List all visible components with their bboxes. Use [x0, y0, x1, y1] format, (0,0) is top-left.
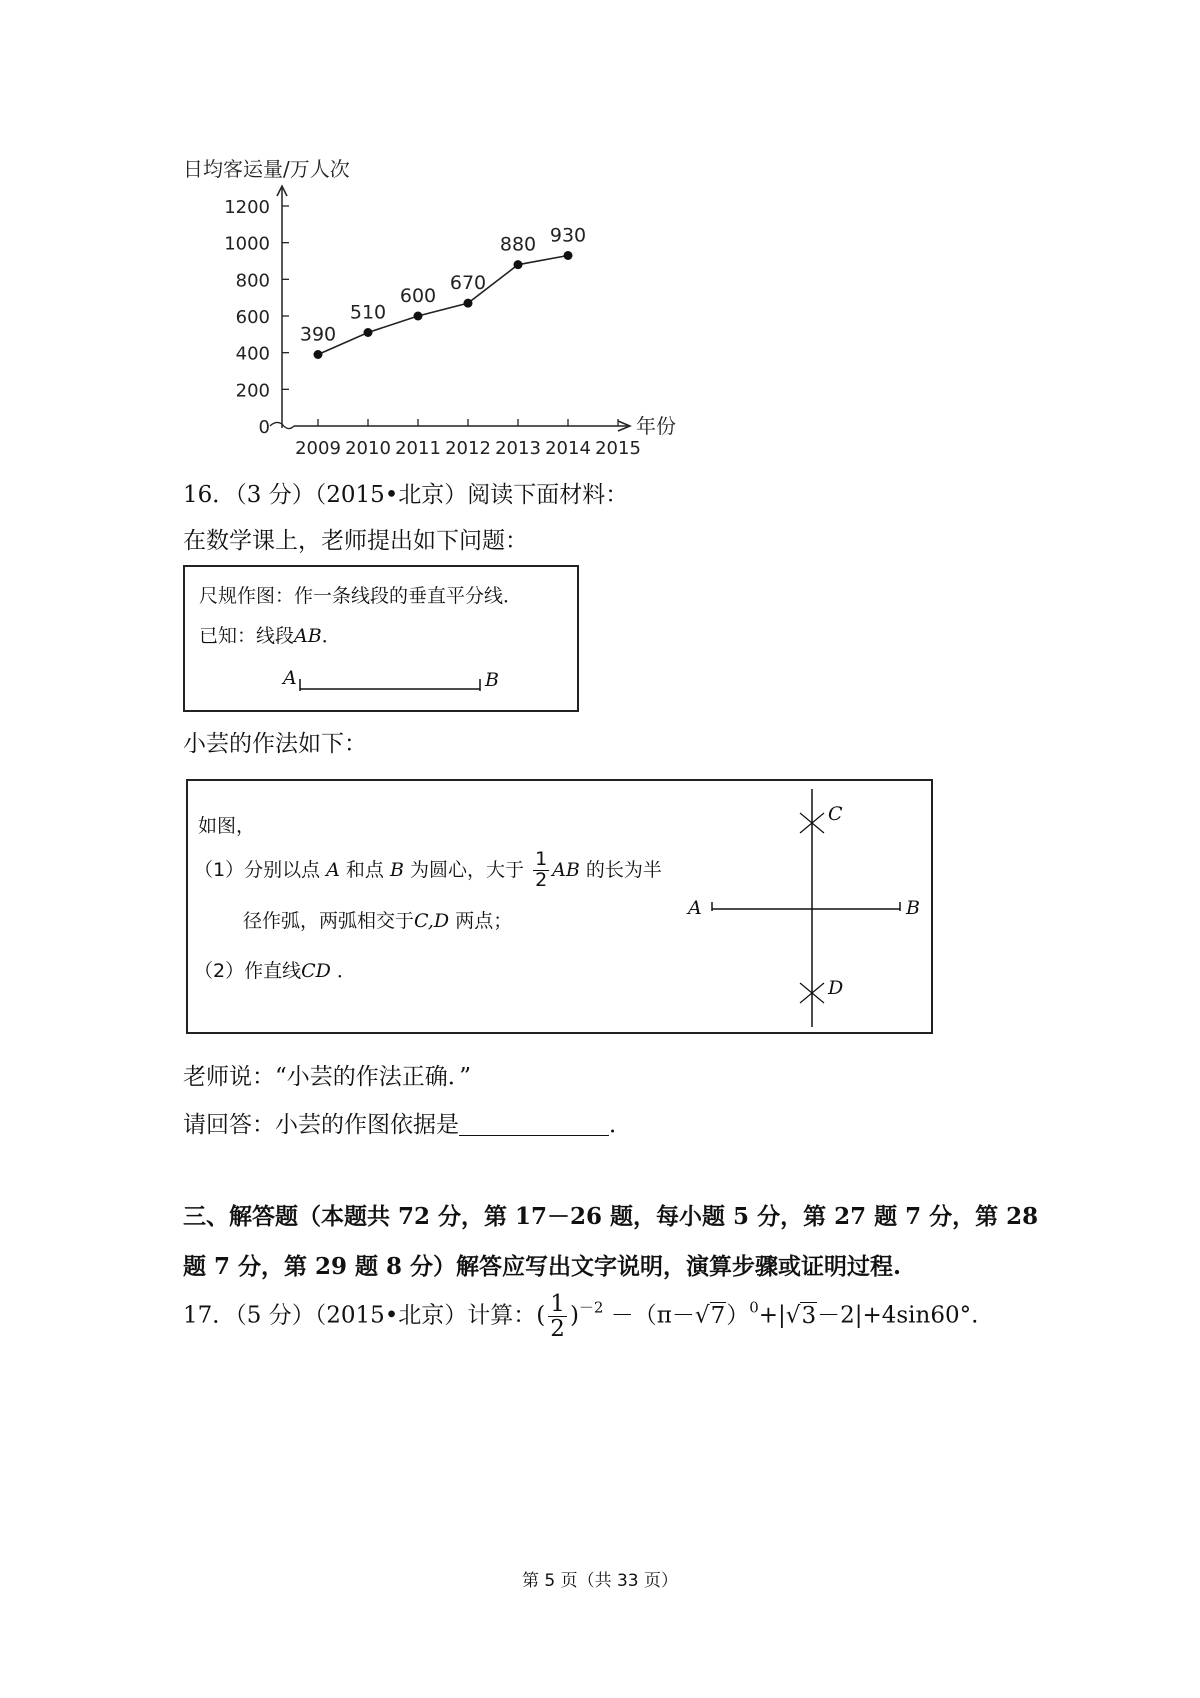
step2-cd: CD [301, 960, 331, 982]
data-point [464, 299, 473, 308]
q17-minus: －（π－ [610, 1302, 695, 1329]
step1-prefix: （1）分别以点 [194, 858, 321, 881]
figure-label-d: D [828, 977, 844, 999]
step1-a: A [326, 858, 340, 881]
problem-line2-var: AB [294, 625, 322, 647]
q17-exp0: 0 [749, 1298, 759, 1317]
q17-frac-num: 1 [550, 1291, 565, 1317]
teacher-remark: 老师说：“小芸的作法正确．” [183, 1064, 472, 1090]
step1-and: 和点 [345, 858, 384, 881]
method-step1 [194, 850, 662, 891]
step1-ab: AB [552, 858, 580, 881]
figure-label-a: A [688, 897, 702, 919]
problem-line2-prefix: 已知：线段 [199, 625, 295, 647]
answer-line [183, 1106, 632, 1139]
x-tick-label: 2015 [595, 438, 641, 459]
problem-line1: 尺规作图：作一条线段的垂直平分线． [199, 585, 523, 607]
step2-suffix: ． [336, 960, 356, 982]
step1b-cd: C,D [414, 910, 450, 932]
data-point [414, 312, 423, 321]
x-tick-label: 2011 [395, 438, 441, 459]
step1-suffix: 的长为半 [585, 858, 662, 881]
q17-abs-rest: －2|+4sin60°. [817, 1302, 979, 1329]
problem-point-a: A [283, 667, 297, 689]
segment-ab [295, 667, 485, 697]
answer-prefix: 请回答：小芸的作图依据是 [183, 1112, 459, 1138]
section3-line2: 题 7 分，第 29 题 8 分）解答应写出文字说明，演算步骤或证明过程. [183, 1253, 902, 1280]
perpendicular-bisector-figure [688, 781, 928, 1036]
sqrt-sign-icon: √ [694, 1302, 710, 1329]
step1b-prefix: 径作弧，两弧相交于 [243, 910, 415, 932]
ridership-line-chart [0, 0, 1200, 470]
y-tick-label: 1000 [224, 233, 270, 255]
y-tick-label: 0 [258, 417, 270, 438]
q17-abs-open: +| [758, 1302, 786, 1329]
data-label: 600 [399, 285, 437, 307]
step1b-suffix: 两点； [455, 910, 513, 932]
problem-box [183, 565, 579, 712]
q17-sqrt7: 7 [710, 1302, 726, 1329]
step1-fraction [533, 850, 549, 891]
data-point [364, 328, 373, 337]
method-line1: 如图， [198, 815, 256, 837]
data-label: 390 [299, 323, 337, 346]
x-tick-label: 2014 [545, 438, 591, 459]
figure-label-c: C [828, 803, 843, 825]
q17-exp1: －2 [578, 1298, 604, 1317]
step1-b: B [389, 858, 404, 881]
q17-frac-den: 2 [550, 1316, 565, 1343]
step2-prefix: （2）作直线 [194, 960, 302, 982]
method-label: 小芸的作法如下： [183, 731, 367, 757]
data-point [514, 260, 523, 269]
q17-exp0-close: ） [726, 1302, 750, 1329]
sqrt-sign-icon: √ [785, 1302, 801, 1329]
problem-line2-suffix: ． [321, 625, 341, 647]
q17-fraction [548, 1292, 567, 1341]
q17-prefix: 17．（5 分）（2015•北京）计算：( [183, 1302, 546, 1329]
q17-expression [183, 1292, 978, 1341]
q16-header: 16．（3 分）（2015•北京）阅读下面材料： [183, 482, 629, 508]
figure-label-b: B [906, 897, 920, 919]
y-tick-label: 800 [235, 270, 270, 292]
q17-sqrt3: 3 [801, 1302, 817, 1329]
data-label: 670 [449, 272, 487, 295]
y-tick-label: 200 [235, 380, 270, 402]
data-label: 880 [499, 233, 537, 256]
page-footer: 第 5 页（共 33 页） [521, 1571, 679, 1591]
answer-suffix: ． [609, 1112, 632, 1138]
method-step1b [243, 906, 512, 933]
y-tick-label: 1200 [224, 197, 270, 218]
x-tick-label: 2010 [345, 438, 391, 459]
data-point [314, 350, 323, 359]
answer-blank[interactable] [459, 1113, 609, 1136]
x-tick-label: 2013 [495, 438, 541, 459]
y-tick-label: 600 [235, 307, 270, 328]
data-label: 930 [549, 224, 587, 247]
method-step2 [194, 956, 356, 983]
x-axis-title: 年份 [636, 414, 676, 438]
y-axis-title: 日均客运量/万人次 [183, 157, 350, 181]
problem-point-b: B [485, 669, 499, 691]
y-tick-label: 400 [235, 343, 270, 365]
step1-frac-den: 2 [535, 868, 548, 891]
q16-intro: 在数学课上，老师提出如下问题： [183, 528, 528, 554]
problem-line2 [199, 621, 341, 648]
x-tick-label: 2009 [295, 438, 341, 459]
q17-close: ) [569, 1302, 579, 1329]
data-point [564, 251, 573, 260]
x-tick-label: 2012 [445, 438, 491, 459]
section3-line1: 三、解答题（本题共 72 分，第 17－26 题，每小题 5 分，第 27 题 7 分，第 28 [183, 1203, 1039, 1230]
method-box [186, 779, 933, 1034]
step1-mid: 为圆心，大于 [410, 858, 525, 881]
data-label: 510 [349, 301, 387, 324]
step1-frac-num: 1 [535, 848, 548, 870]
